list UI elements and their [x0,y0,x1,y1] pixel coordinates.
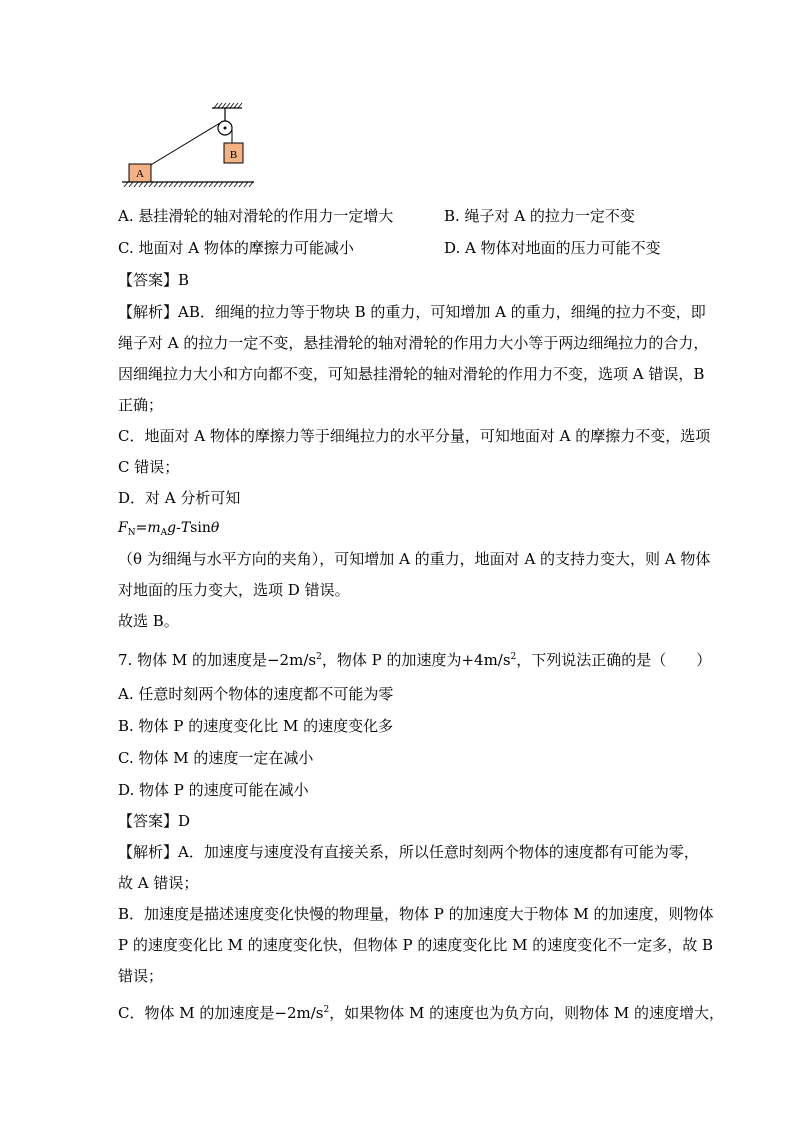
q6-explanation-10: 对地面的压力变大，选项 D 错误。 [118,581,350,599]
q7-option-c: C. 物体 M 的速度一定在减小 [118,749,314,767]
q6-option-b: B. 绳子对 A 的拉力一定不变 [444,207,635,225]
formula-m: m [147,520,161,536]
q7-explanation-4: P 的速度变化比 M 的速度变化快，但物体 P 的速度变化比 M 的速度变化不一定多，故 B [118,936,714,954]
q7-ex6-acc-value: −2m/s [274,1004,324,1022]
q6-explanation-7: D．对 A 分析可知 [118,489,241,507]
q7-explanation-1: 【解析】A．加速度与速度没有直接关系，所以任意时刻两个物体的速度都有可能为零， [118,843,699,861]
q7-stem-pre: 7. 物体 M 的加速度是 [118,651,267,669]
q6-option-c: C. 地面对 A 物体的摩擦力可能减小 [118,239,354,257]
ground-hatch [124,182,253,187]
formula-eq: = [135,520,148,536]
q7-explanation-6 [118,1003,724,1023]
formula-f-sub: N [127,528,136,538]
formula-minus: - [176,520,181,536]
q7-ex6-acc [274,1004,329,1022]
q7-ex6-post: ，如果物体 M 的速度也为负方向，则物体 M 的速度增大， [329,1004,724,1022]
q7-stem-post: ，下列说法正确的是（ ） [516,651,712,669]
pulley-diagram [118,100,258,192]
rope-to-a [149,123,220,166]
formula-g: g [167,520,177,536]
block-a-label: A [136,168,144,180]
q7-acc-m [267,651,322,669]
q6-explanation-4: 正确； [118,396,164,414]
q6-formula [118,518,219,538]
block-b-label: B [229,149,238,161]
q6-answer: 【答案】B [118,271,190,289]
q7-option-a: A. 任意时刻两个物体的速度都不可能为零 [118,685,394,703]
q6-explanation-3: 因细绳拉力大小和方向都不变，可知悬挂滑轮的轴对滑轮的作用力不变，选项 A 错误，B [118,365,705,383]
q6-option-a: A. 悬挂滑轮的轴对滑轮的作用力一定增大 [118,207,394,225]
q7-option-b: B. 物体 P 的速度变化比 M 的速度变化多 [118,717,394,735]
q7-acc-m-value: −2m/s [266,651,317,669]
q7-acc-m-sq: 2 [316,652,322,662]
q6-explanation-2: 绳子对 A 的拉力一定不变，悬挂滑轮的轴对滑轮的作用力大小等于两边细绳拉力的合力， [118,334,709,352]
q7-stem [118,650,711,670]
formula-t: T [180,520,191,536]
q6-option-d: D. A 物体对地面的压力可能不变 [444,239,661,257]
q6-explanation-1: 【解析】AB．细绳的拉力等于物块 B 的重力，可知增加 A 的重力，细绳的拉力不变，即 [118,303,706,321]
q7-stem-mid: ，物体 P 的加速度为 [321,651,462,669]
q7-acc-p-sq: 2 [510,652,517,662]
q6-explanation-5: C．地面对 A 物体的摩擦力等于细绳拉力的水平分量，可知地面对 A 的摩擦力不变，选项 [118,427,711,445]
q7-explanation-3: B．加速度是描述速度变化快慢的物理量，物体 P 的加速度大于物体 M 的加速度，则物体 [118,905,714,923]
q7-answer: 【答案】D [118,812,191,830]
formula-sin: sin [190,520,211,536]
formula-f: F [118,520,128,536]
formula-theta: θ [210,520,220,536]
ceiling-hatch [214,103,242,108]
q7-explanation-5: 错误； [118,967,164,985]
q7-option-d: D. 物体 P 的速度可能在减小 [118,781,309,799]
q6-explanation-9: （θ 为细绳与水平方向的夹角），可知增加 A 的重力，地面对 A 的支持力变大，则 A 物体 [118,550,711,568]
q7-ex6-acc-sq: 2 [323,1005,330,1015]
q6-explanation-11: 故选 B。 [118,612,179,630]
pulley-axle [224,127,227,130]
q7-acc-p-value: +4m/s [461,651,511,669]
q7-acc-p [461,651,516,669]
formula-m-sub: A [160,528,168,538]
q6-explanation-6: C 错误； [118,458,180,476]
q7-explanation-2: 故 A 错误； [118,874,199,892]
q7-ex6-pre: C．物体 M 的加速度是 [118,1004,275,1022]
